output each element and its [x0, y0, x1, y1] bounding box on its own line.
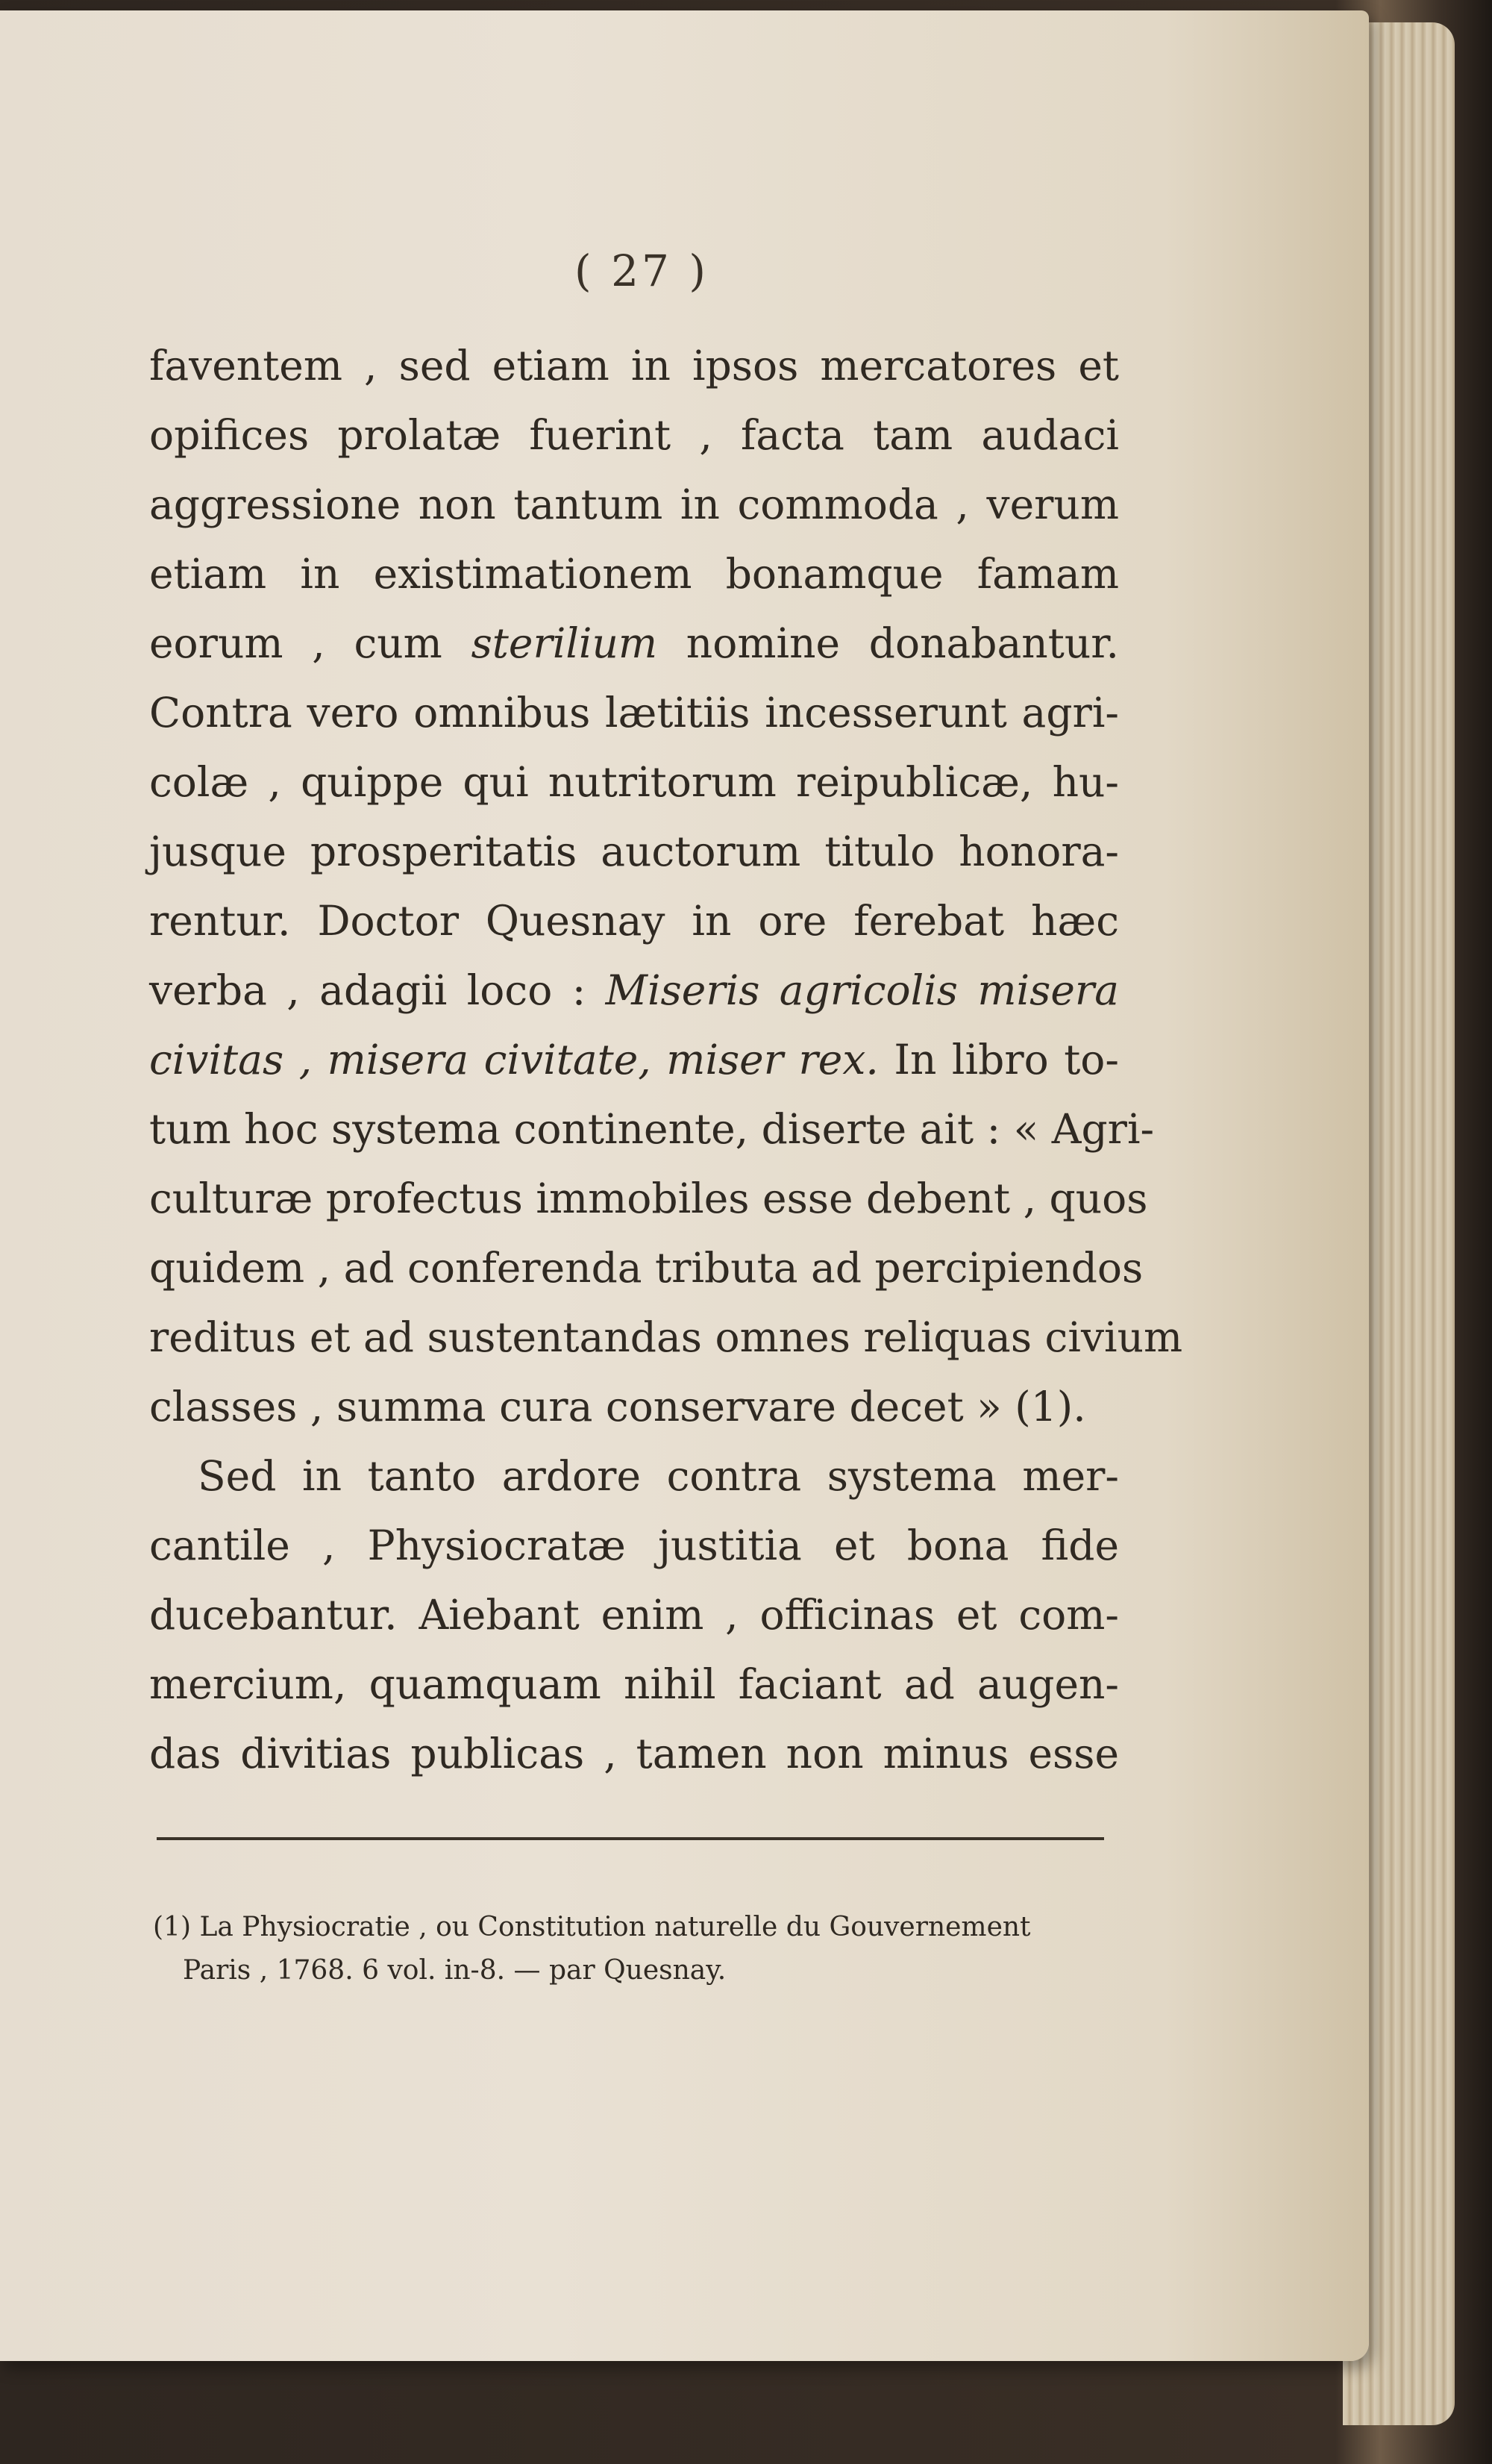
text-line	[149, 1303, 1183, 1372]
text-line	[149, 956, 1119, 1025]
text-segment: quidem , ad conferenda tributa ad percipiendos	[149, 1244, 1144, 1292]
text-line	[149, 401, 1119, 470]
text-segment: jusque prosperitatis auctorum titulo honora-	[149, 828, 1119, 875]
italic-text: civitas , misera civitate, miser rex.	[149, 1036, 879, 1084]
page-number: ( 27 )	[574, 246, 709, 296]
text-line	[149, 1442, 1119, 1511]
footnote-line: (1) La Physiocratie , ou Constitution naturelle du Gouvernement	[153, 1912, 1031, 1942]
text-line	[149, 887, 1119, 956]
text-line	[149, 1719, 1119, 1789]
text-line	[149, 331, 1119, 401]
footnote-line: Paris , 1768. 6 vol. in-8. — par Quesnay.	[183, 1955, 727, 1986]
text-line	[149, 1650, 1119, 1719]
body-text	[149, 331, 1183, 1789]
text-line	[149, 470, 1119, 540]
text-segment: faventem , sed etiam in ipsos mercatores et	[149, 342, 1119, 390]
text-segment: Contra vero omnibus lætitiis incesserunt agri-	[149, 689, 1119, 737]
text-line	[149, 1372, 1119, 1442]
text-line	[149, 1580, 1119, 1650]
text-line	[149, 817, 1119, 887]
text-segment: tum hoc systema continente, diserte ait : « Agri-	[149, 1105, 1155, 1153]
text-line	[149, 1164, 1148, 1233]
text-segment: Sed in tanto ardore contra systema mer-	[198, 1452, 1119, 1500]
text-line	[149, 1025, 1119, 1095]
text-segment: mercium, quamquam nihil faciant ad augen-	[149, 1660, 1119, 1708]
text-segment: ducebantur. Aiebant enim , officinas et com-	[149, 1591, 1119, 1639]
text-segment: etiam in existimationem bonamque famam	[149, 550, 1119, 598]
text-segment: reditus et ad sustentandas omnes reliquas civium	[149, 1313, 1183, 1361]
text-segment: colæ , quippe qui nutritorum reipublicæ, hu-	[149, 758, 1119, 806]
text-segment: classes , summa cura conservare decet » (1).	[149, 1383, 1086, 1430]
footnote-rule	[157, 1837, 1104, 1840]
text-line	[149, 1095, 1155, 1164]
italic-text: sterilium	[471, 619, 658, 667]
text-line	[149, 1511, 1119, 1580]
text-segment: eorum , cum	[149, 619, 471, 667]
text-segment: rentur. Doctor Quesnay in ore ferebat hæc	[149, 897, 1119, 945]
text-segment: das divitias publicas , tamen non minus esse	[149, 1730, 1119, 1777]
text-segment: In libro to-	[878, 1036, 1119, 1084]
text-line	[149, 678, 1119, 748]
text-line	[149, 609, 1119, 678]
text-segment: nomine donabantur.	[657, 619, 1119, 667]
text-line	[149, 1233, 1144, 1303]
text-segment: opifices prolatæ fuerint , facta tam audaci	[149, 411, 1119, 459]
text-segment: culturæ profectus immobiles esse debent , quos	[149, 1175, 1148, 1222]
footnotes	[153, 1906, 1108, 1992]
text-segment: verba , adagii loco :	[149, 966, 606, 1014]
text-segment: cantile , Physiocratæ justitia et bona fide	[149, 1522, 1119, 1569]
book-page	[0, 10, 1369, 2361]
italic-text: Miseris agricolis misera	[605, 966, 1119, 1014]
text-line	[149, 748, 1119, 817]
text-line	[149, 540, 1119, 609]
text-segment: aggressione non tantum in commoda , verum	[149, 481, 1119, 528]
